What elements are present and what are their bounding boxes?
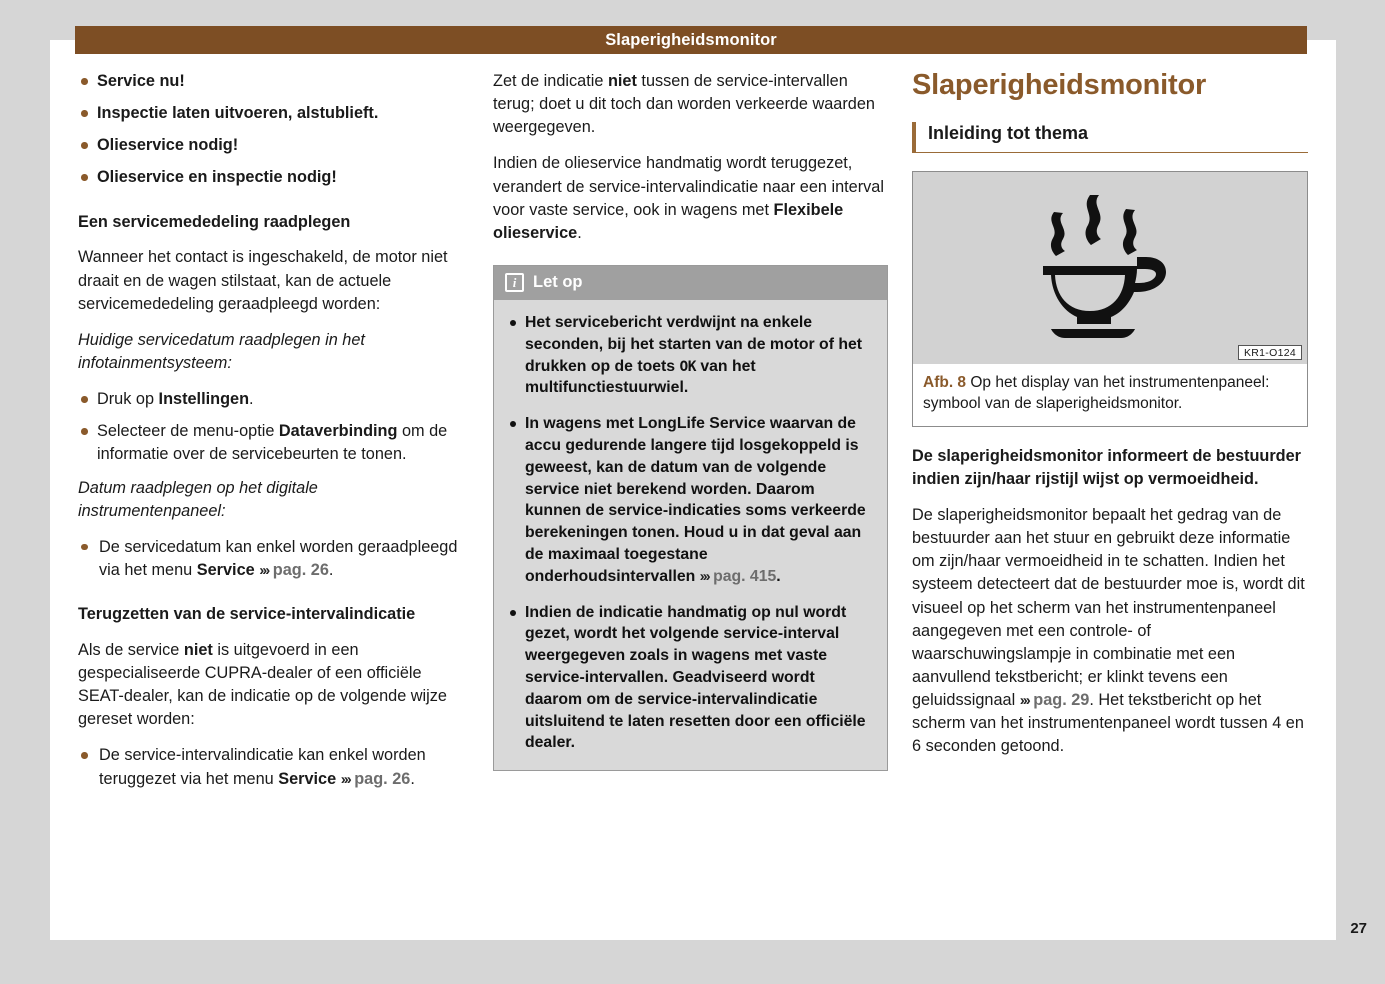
bold-service-menu: Service <box>278 769 337 788</box>
figure-number: Afb. 8 <box>923 373 967 391</box>
note-box-body <box>494 300 887 770</box>
bold-service-menu: Service <box>196 560 255 579</box>
text-fragment: De servicedatum kan enkel worden geraadpleegd via het menu <box>99 537 458 579</box>
note-item-list <box>508 312 873 754</box>
column-right <box>890 70 1308 920</box>
paragraph-ignition-condition: Wanneer het contact is ingeschakeld, de motor niet draait en de wagen stilstaat, kan de actuele servicemededeling geraadpleegd worden: <box>78 248 448 313</box>
bold-niet: niet <box>183 640 213 659</box>
running-head-title: Slaperigheidsmonitor <box>605 30 777 49</box>
text-fragment: Het servicebericht verdwijnt na enkele seconden, bij het starten van de motor of het drukken op de toets <box>525 313 863 375</box>
list-item-reset-via-service-menu <box>78 744 466 790</box>
text-fragment: Als de service <box>78 640 184 659</box>
text-fragment: . <box>249 390 254 409</box>
list-item-press-settings <box>78 388 466 411</box>
paragraph-do-not-reset <box>493 70 888 139</box>
bold-dataverbinding: Dataverbinding <box>278 422 398 441</box>
subheading-consult-service-message: Een servicemededeling raadplegen <box>78 212 351 231</box>
column-middle <box>478 70 890 920</box>
bold-niet: niet <box>607 72 637 90</box>
cross-reference-page: pag. 415 <box>713 567 777 585</box>
italic-lead-digital-cluster: Datum raadplegen op het digitale instrumentenpaneel: <box>78 478 318 520</box>
list-item: Inspectie laten uitvoeren, alstublieft. <box>78 102 466 125</box>
paragraph-drowsiness-description <box>912 504 1308 759</box>
figure <box>912 171 1308 427</box>
ok-key-label: OK <box>679 358 696 375</box>
running-head-bar <box>75 26 1307 54</box>
chevron-triple-icon: ››› <box>699 567 709 585</box>
list-item: Olieservice en inspectie nodig! <box>78 166 466 189</box>
cross-reference-page: pag. 26 <box>354 769 411 788</box>
paragraph-lead-bold: De slaperigheidsmonitor informeert de bestuurder indien zijn/haar rijstijl wijst op vermoeidheid. <box>912 446 1302 488</box>
text-fragment: Zet de indicatie <box>493 72 608 90</box>
text-fragment: van het multifunctiestuurwiel. <box>525 357 756 397</box>
paragraph-reset-condition <box>78 639 466 732</box>
text-fragment: Indien de olieservice handmatig wordt teruggezet, verandert de service-intervalindicatie naar een interval voor vaste service, ook in wagens met <box>493 154 884 219</box>
list-item-service-date <box>78 536 466 582</box>
chevron-triple-icon: ››› <box>1019 692 1029 710</box>
bold-flexibele-olieservice: Flexibele olieservice <box>493 200 844 242</box>
text-fragment: . <box>776 567 781 585</box>
figure-caption <box>913 364 1307 426</box>
cross-reference-page: pag. 29 <box>1033 691 1090 710</box>
figure-code-label: KR1-O124 <box>1238 345 1302 360</box>
text-fragment: . <box>328 560 334 579</box>
italic-lead-infotainment: Huidige servicedatum raadplegen in het infotainmentsysteem: <box>78 330 365 372</box>
service-date-list <box>78 536 466 582</box>
coffee-cup-icon <box>1025 193 1195 343</box>
note-item-longlife-battery <box>508 413 873 587</box>
note-box-title: Let op <box>533 273 583 292</box>
chevron-triple-icon: ››› <box>259 561 269 579</box>
three-column-layout <box>78 70 1308 920</box>
cross-reference-page: pag. 26 <box>272 560 329 579</box>
list-item: Service nu! <box>78 70 466 93</box>
page-number: 27 <box>1350 920 1367 937</box>
bold-settings: Instellingen <box>158 390 250 409</box>
text-fragment: tussen de service-intervallen terug; doet u dit toch dan worden verkeerde waarden weergegeven. <box>493 72 875 137</box>
chevron-triple-icon: ››› <box>340 770 350 788</box>
text-fragment: . <box>410 769 415 788</box>
text-fragment: De service-intervalindicatie kan enkel worden teruggezet via het menu <box>99 746 426 788</box>
page-title: Slaperigheidsmonitor <box>912 69 1207 101</box>
text-fragment: is uitgevoerd in een gespecialiseerde CUPRA-dealer of een officiële SEAT-dealer, kan de indicatie op de volgende wijze gereset worden: <box>78 640 447 729</box>
text-fragment: Druk op <box>97 390 159 409</box>
figure-caption-text: Op het display van het instrumentenpaneel: symbool van de slaperigheidsmonitor. <box>923 373 1270 412</box>
infotainment-steps-list <box>78 388 466 466</box>
service-message-list <box>78 70 466 190</box>
text-fragment: Indien de indicatie handmatig op nul wordt gezet, wordt het volgende service-interval weergegeven zoals in wagens met vaste service-intervallen. Geadviseerd wordt daarom om de service-intervalindicatie uitsluitend te laten resetten door een officiële dealer. <box>525 603 866 752</box>
reset-method-list <box>78 744 466 790</box>
column-left <box>78 70 478 920</box>
note-box <box>493 265 888 771</box>
cross-reference[interactable] <box>336 770 410 788</box>
note-item-message-disappears <box>508 312 873 399</box>
cross-reference[interactable] <box>1020 691 1090 709</box>
subheading-reset-service-interval: Terugzetten van de service-intervalindicatie <box>78 605 416 624</box>
text-fragment: . <box>577 223 582 242</box>
note-item-manual-zero-reset <box>508 602 873 755</box>
list-item: Olieservice nodig! <box>78 134 466 157</box>
figure-image <box>913 172 1307 364</box>
text-fragment: In wagens met LongLife Service waarvan de accu gedurende langere tijd losgekoppeld is geweest, kan de datum van de volgende service niet berekend worden. Daarom kunnen de service-indicaties soms verkeerde berekeningen tonen. Houd u in dat geval aan de maximaal toegestane onderhoudsintervallen <box>525 415 866 585</box>
cross-reference[interactable] <box>700 568 777 585</box>
paragraph-manual-reset-effect <box>493 152 888 245</box>
text-fragment: Selecteer de menu-optie <box>97 422 279 441</box>
cross-reference[interactable] <box>255 561 329 579</box>
info-icon: i <box>505 273 524 292</box>
section-heading-introduction: Inleiding tot thema <box>912 122 1308 153</box>
text-fragment: om de informatie over de servicebeurten te tonen. <box>97 422 448 464</box>
list-item-select-dataconnection <box>78 420 466 466</box>
text-fragment: . Het tekstbericht op het scherm van het instrumentenpaneel wordt tussen 4 en 6 seconden getoond. <box>912 691 1304 756</box>
note-box-header <box>494 266 887 300</box>
text-fragment: De slaperigheidsmonitor bepaalt het gedrag van de bestuurder aan het stuur en gebruikt deze informatie om zijn/haar vermoeidheid in te schatten. Indien het systeem detecteert dat de bestuurder moe is, wordt dit visueel op het scherm van het instrumentenpaneel aangegeven met een controle- of waarschuwingslampje in combinatie met een aanvullend tekstbericht; er klinkt tevens een geluidssignaal <box>912 506 1305 710</box>
